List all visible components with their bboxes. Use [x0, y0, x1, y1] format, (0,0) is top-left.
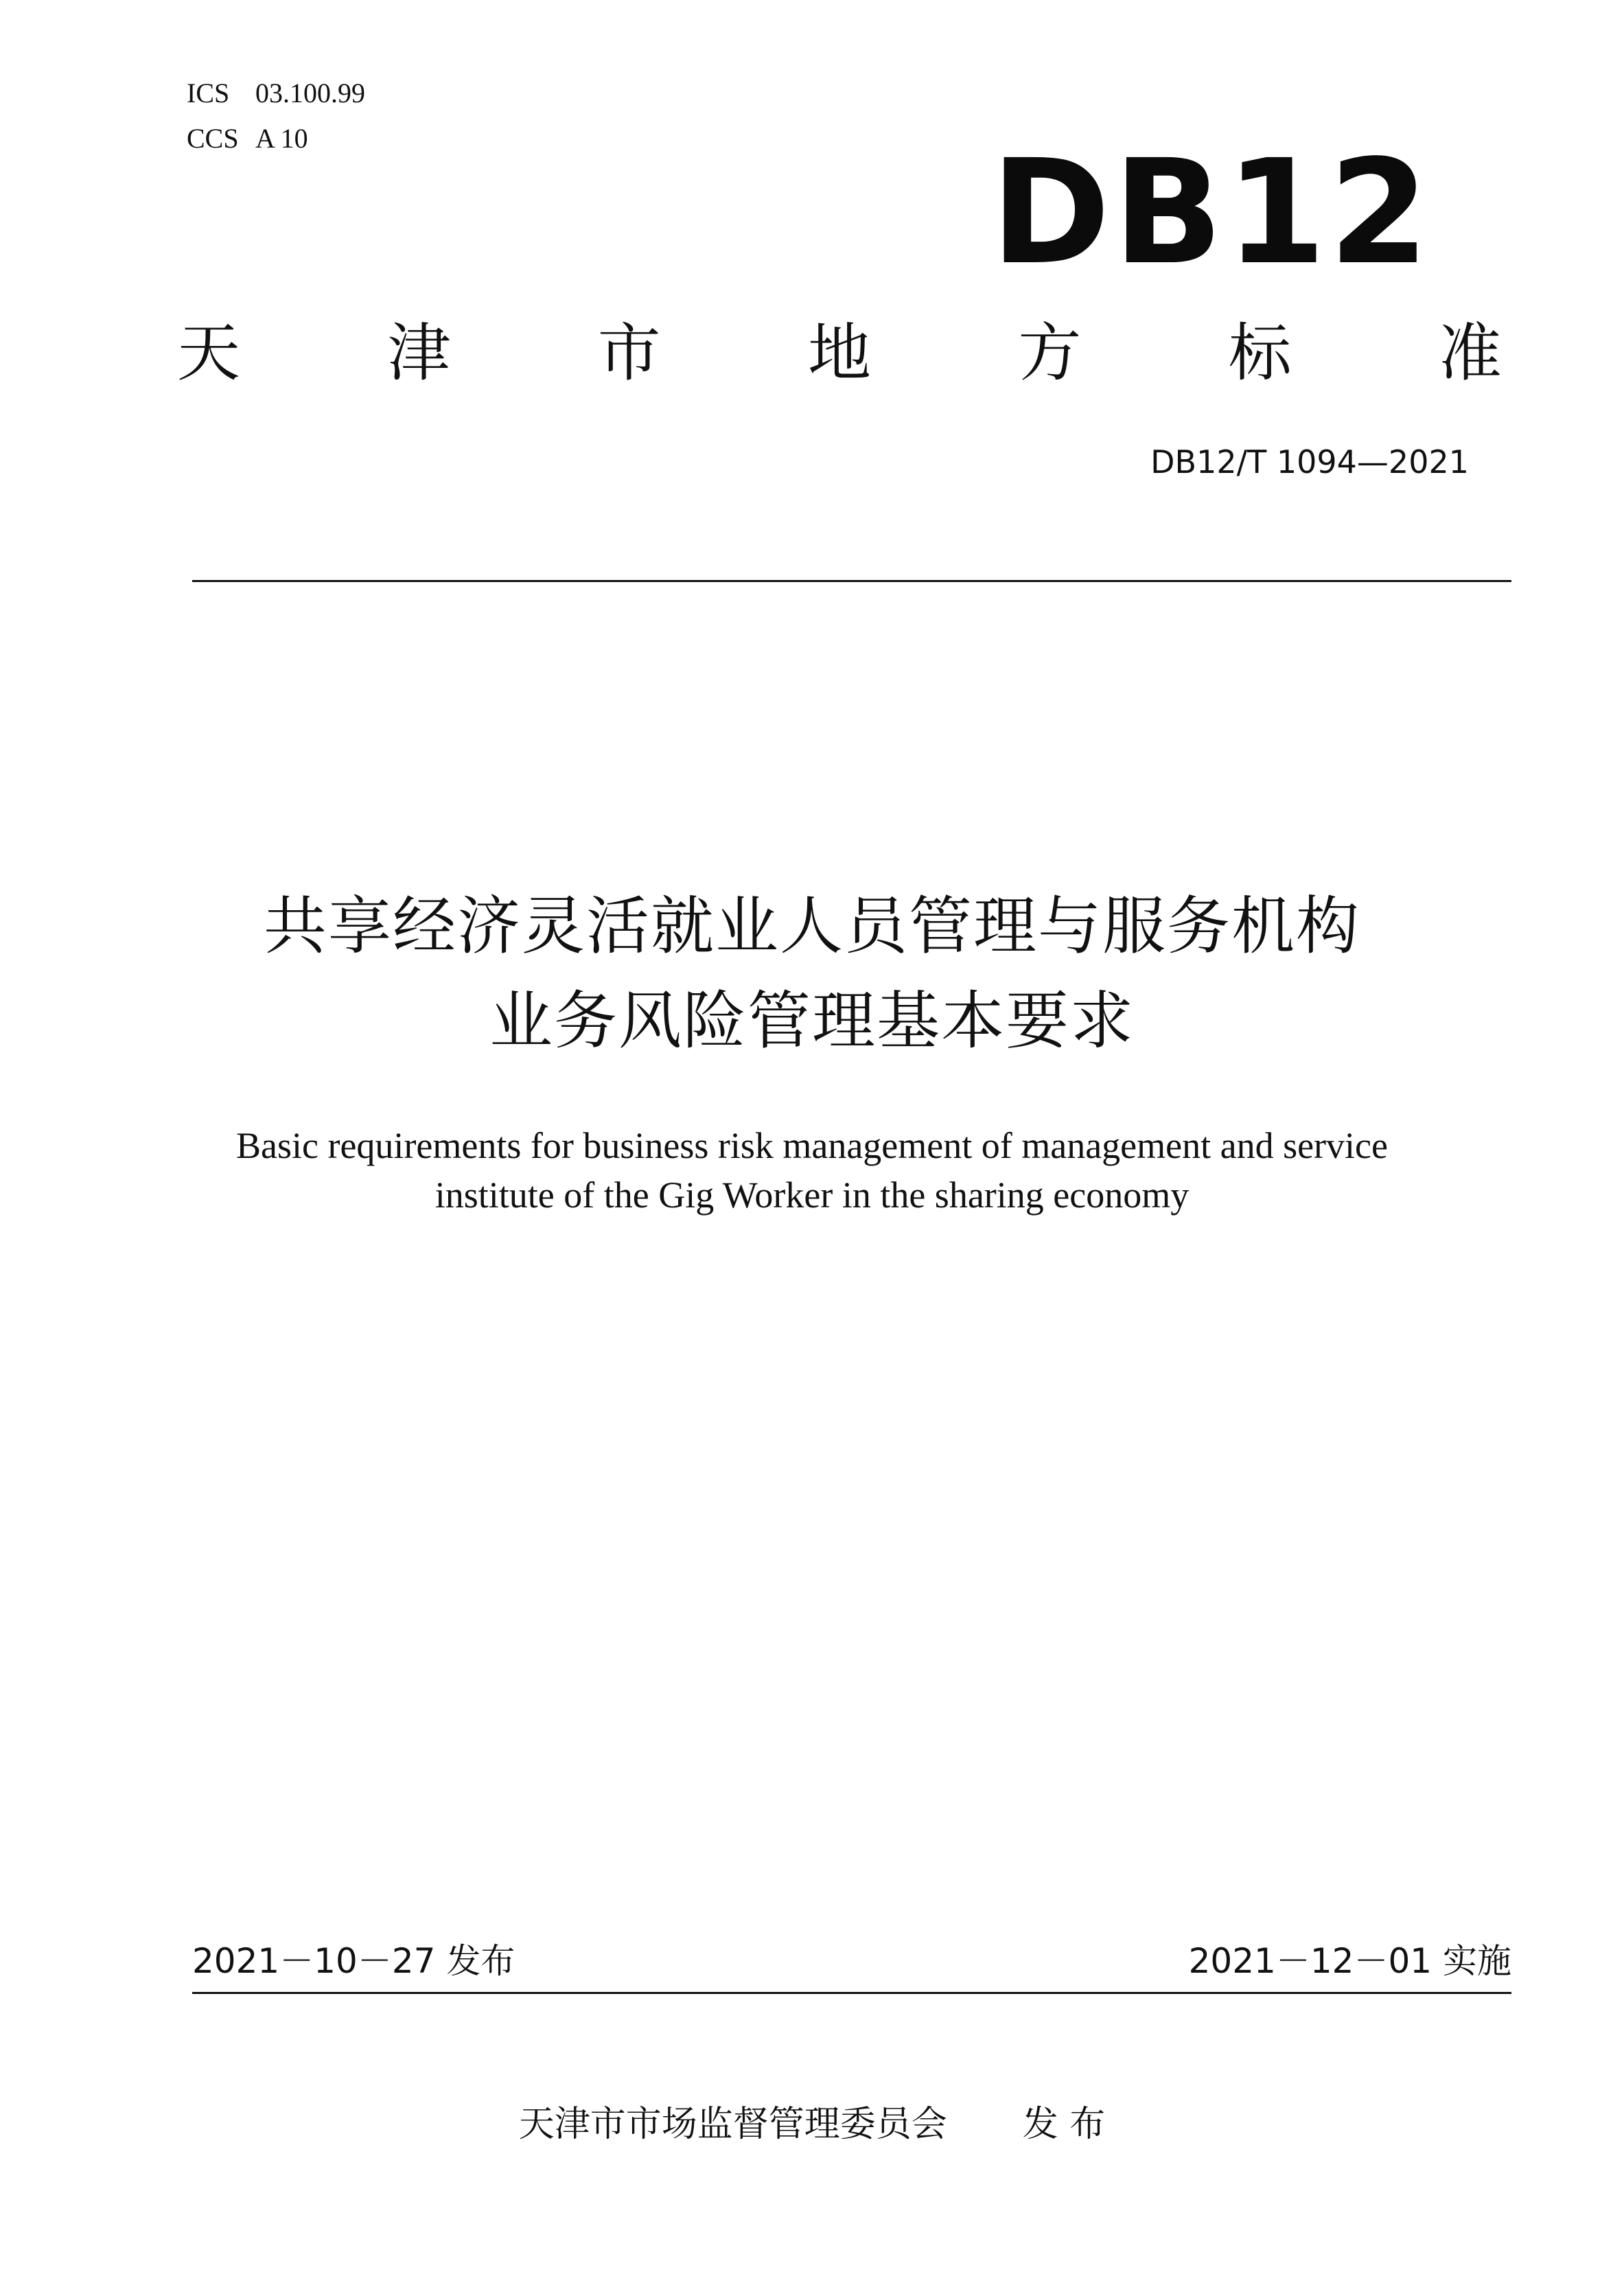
standard-type-heading — [177, 316, 1502, 391]
issuer-organization: 天津市市场监督管理委员会 — [518, 2104, 947, 2145]
standard-type-char: 标 — [1228, 316, 1292, 390]
standard-code-mark: DB12 — [990, 128, 1432, 297]
ccs-classification — [187, 122, 308, 155]
standard-type-char: 方 — [1018, 316, 1082, 390]
ics-code: 03.100.99 — [255, 78, 365, 108]
issue-date: 2021－10－27 发布 — [192, 1941, 515, 1981]
title-zh-line-2: 业务风险管理基本要求 — [489, 984, 1135, 1058]
title-en-line-2: institute of the Gig Worker in the sharing economy — [434, 1174, 1190, 1216]
standard-number: DB12/T 1094—2021 — [1150, 443, 1469, 480]
title-en-line-1: Basic requirements for business risk management of management and service — [236, 1125, 1388, 1166]
standard-type-char: 天 — [177, 316, 241, 390]
title-zh-line-1: 共享经济灵活就业人员管理与服务机构 — [263, 890, 1360, 963]
ccs-label: CCS — [187, 123, 239, 154]
standard-type-char: 市 — [597, 316, 661, 390]
ics-classification — [187, 77, 365, 110]
ics-label: ICS — [187, 78, 230, 108]
issuer-action: 发 布 — [1022, 2104, 1106, 2145]
implementation-date: 2021－12－01 实施 — [1188, 1941, 1511, 1981]
standard-type-char: 津 — [387, 316, 451, 390]
footer-divider — [192, 1992, 1511, 1994]
ccs-code: A 10 — [255, 123, 308, 154]
standard-type-char: 地 — [807, 316, 871, 390]
issuer-line — [0, 2100, 1624, 2148]
standard-type-char: 准 — [1438, 316, 1502, 390]
header-divider — [192, 580, 1511, 582]
